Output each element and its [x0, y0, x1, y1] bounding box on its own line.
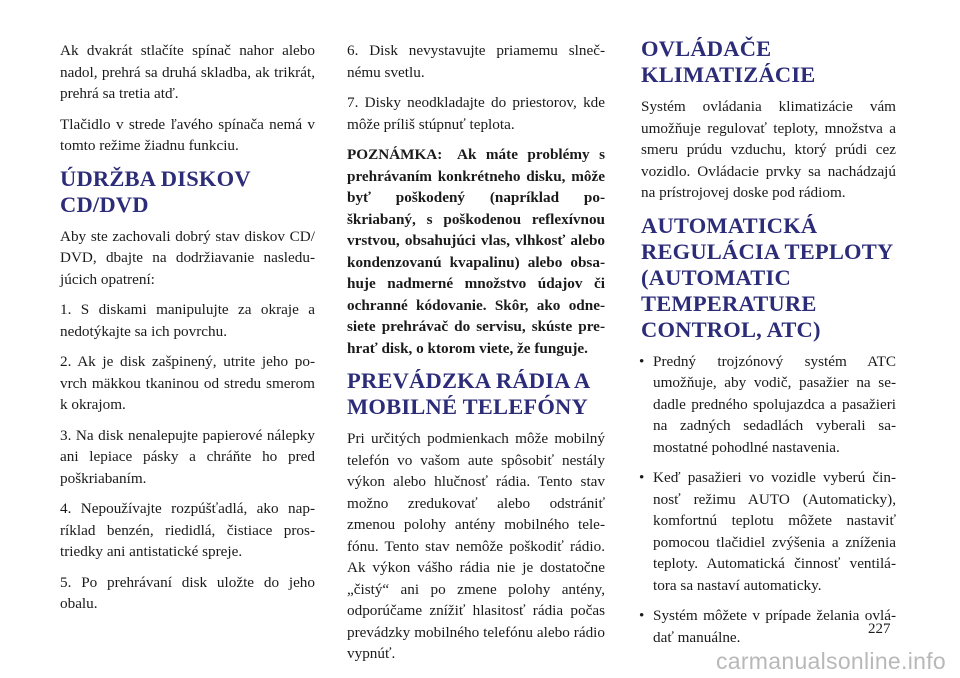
page-number: 227: [868, 621, 891, 637]
paragraph: Aby ste zachovali dobrý stav diskov CD/ DVD, dbajte na dodržiavanie nasledujúcich opatrení:: [60, 227, 315, 288]
care-step-7: 7. Disky neodkladajte do priestorov, kde môže príliš stúpnuť teplota.: [347, 94, 605, 133]
paragraph: Systém ovládania klimatizácie vám umožňuje regulovať teploty, množstva a smeru prúdu vzduchu, ktorý prúdi cez vozidlo. Ovládacie prvky sa nachádzajú na prístrojovej doske pod rádiom.: [641, 98, 896, 201]
paragraph: Pri určitých podmienkach môže mobilný telefón vo vašom aute spôsobiť nestály výkon alebo hlučnosť rádia. Tento stav možno zredukovať alebo odstrániť zmenou polohy antény mobilného telefónu. Tento stav nemôže poškodiť rádio. Ak výkon vášho rádia nie je dostatočne „čistý“ ani po zmene polohy antény, odporúčame znížiť hlasitosť rádia počas prevádzky mobilného telefónu alebo rádio vypnúť.: [347, 430, 605, 662]
section-heading-climate-controls: OVLÁDAČE KLIMATIZÁCIE: [641, 36, 816, 87]
atc-bullet-list: [641, 351, 896, 649]
note-text: Ak máte problémy s prehrávaním konkrétneho disku, môže byť poškodený (napríklad poškriabaný, s poškodenou reflexívnou vrstvou, obsahujúci vlas, vlhkosť alebo kondenzovanú kvapalinu) alebo obsahuje nadmerné množstvo údajov či ochranné kódovanie. Skôr, ako odnesiete prehrávač do servisu, skúste prehrať disk, o ktorom viete, že funguje.: [347, 146, 605, 357]
column-left: [60, 40, 315, 624]
section-heading-radio-phones: PREVÁDZKA RÁDIA A MOBILNÉ TELEFÓNY: [347, 368, 590, 419]
column-middle: [347, 40, 605, 674]
list-item: • Predný trojzónový systém ATC umožňuje, aby vodič, pasažier na sedadle predného spolujazdca a pasažieri na zadných sedadlách vyberali samostatné pohodlné nastavenia.: [639, 352, 896, 456]
bullet-icon: •: [639, 352, 645, 370]
watermark: carmanualsonline.info: [715, 648, 946, 674]
care-step-3: 3. Na disk nenalepujte papierové nálepky ani lepiace pásky a chráňte ho pred poškriabaním.: [60, 426, 315, 487]
care-step-6: 6. Disk nevystavujte priamemu slnečnému svetlu.: [347, 42, 605, 81]
care-step-5: 5. Po prehrávaní disk uložte do jeho obalu.: [60, 573, 315, 612]
care-step-4: 4. Nepoužívajte rozpúšťadlá, ako napríklad benzén, riedidlá, čistiace prostriedky ani antistatické spreje.: [60, 500, 315, 560]
list-item: • Keď pasažieri vo vozidle vyberú činnosť režimu AUTO (Automaticky), komfortnú teplotu môžete nastaviť pomocou tlačidiel zvýšenia a zníženia teploty. Automatická činnosť ventilátora sa nastaví automaticky.: [639, 469, 896, 594]
care-step-1: 1. S diskami manipulujte za okraje a nedotýkajte sa ich povrchu.: [60, 301, 315, 340]
bullet-icon: •: [639, 607, 645, 624]
section-heading-disc-care: ÚDRŽBA DISKOV CD/DVD: [60, 165, 251, 217]
care-step-2: 2. Ak je disk zašpinený, utrite jeho povrch mäkkou tkaninou od stredu smerom k okrajom.: [60, 353, 315, 413]
paragraph: Tlačidlo v strede ľavého spínača nemá v tomto režime žiadnu funkciu.: [60, 115, 315, 154]
note-paragraph: [347, 144, 605, 359]
paragraph: Ak dvakrát stlačíte spínač nahor alebo nadol, prehrá sa druhá skladba, ak trikrát, prehrá sa tretia atď.: [60, 42, 315, 102]
bullet-icon: •: [639, 469, 645, 486]
note-label: POZNÁMKA:: [347, 146, 443, 163]
list-item: • Systém môžete v prípade želania ovládať manuálne.: [639, 607, 896, 646]
section-heading-atc: AUTOMATICKÁ REGULÁCIA TEPLOTY (AUTOMATIC TEMPERATURE CONTROL, ATC): [641, 212, 893, 342]
column-right: [639, 36, 896, 657]
